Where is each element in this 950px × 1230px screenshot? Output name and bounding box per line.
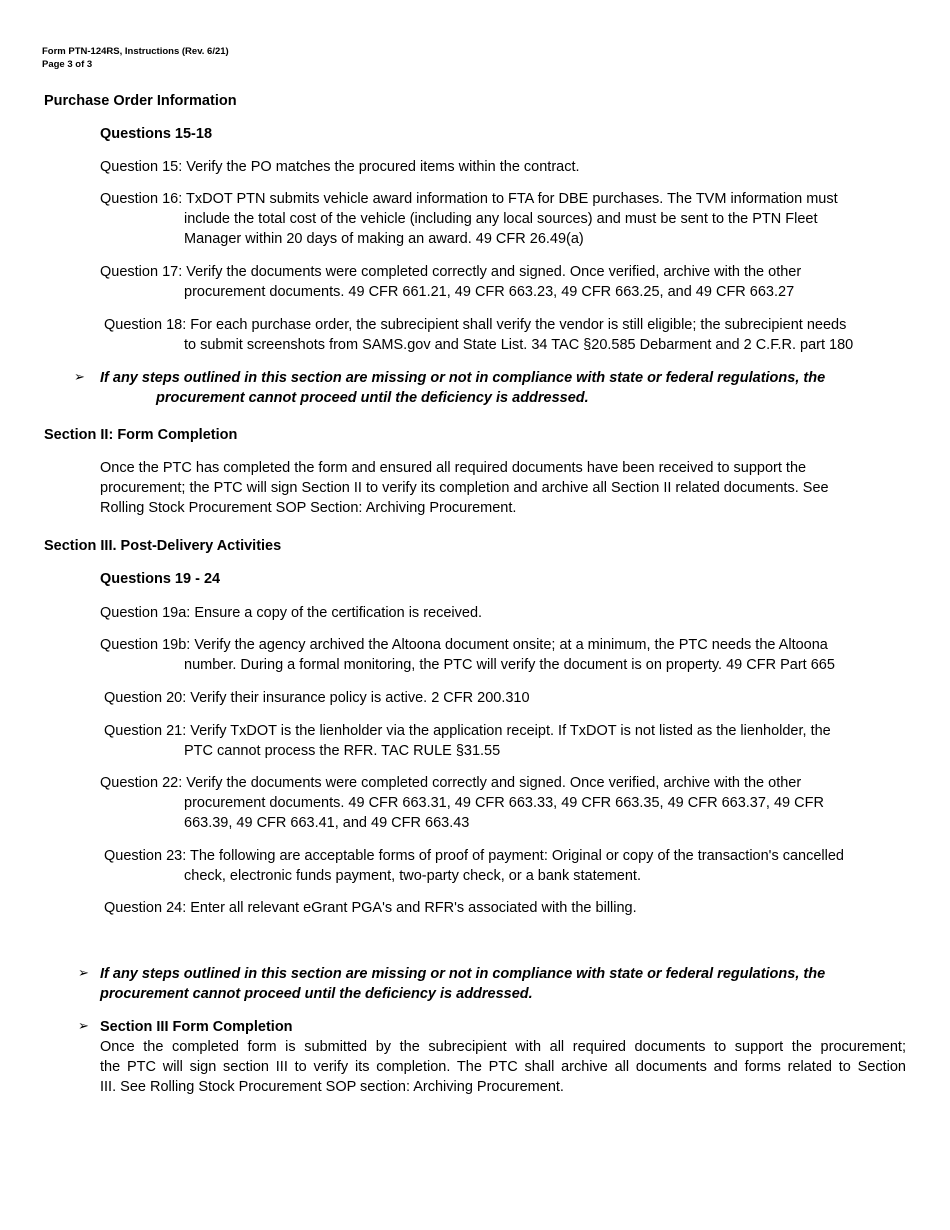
question-text: Question 18: For each purchase order, the subrecipient shall verify the vendor is still eligible; the subrecipient needs <box>104 317 847 333</box>
subheading-questions-19-24: Questions 19 - 24 <box>100 571 221 587</box>
arrow-bullet-icon: ➢ <box>74 369 85 384</box>
question-21 <box>104 721 924 761</box>
question-text-cont: include the total cost of the vehicle (including any local sources) and must be sent to the PTN Fleet <box>184 211 818 227</box>
form-number: Form PTN-124RS, Instructions (Rev. 6/21) <box>42 46 229 57</box>
question-text-cont: to submit screenshots from SAMS.gov and State List. 34 TAC §20.585 Debarment and 2 C.F.R. part 180 <box>184 337 854 353</box>
question-text-cont: procurement documents. 49 CFR 663.31, 49 CFR 663.33, 49 CFR 663.35, 49 CFR 663.37, 49 CFR <box>184 795 824 811</box>
question-text-cont: Manager within 20 days of making an award. 49 CFR 26.49(a) <box>184 231 584 247</box>
question-16 <box>100 189 920 249</box>
question-17 <box>100 262 920 302</box>
question-text-cont: number. During a formal monitoring, the PTC will verify the document is on property. 49 CFR Part 665 <box>184 657 835 673</box>
question-19a <box>100 603 482 623</box>
question-text: Question 15: Verify the PO matches the procured items within the contract. <box>100 159 580 175</box>
paragraph-line: procurement; the PTC will sign Section II to verify its completion and archive all Section II related documents. See <box>100 480 829 496</box>
question-text: Question 19a: Ensure a copy of the certification is received. <box>100 605 483 621</box>
warning-text: If any steps outlined in this section are missing or not in compliance with state or federal regulations, the <box>100 370 826 386</box>
paragraph-line: Once the completed form is submitted by the subrecipient with all required documents to support the procurement; <box>100 1039 906 1055</box>
question-text: Question 20: Verify their insurance policy is active. 2 CFR 200.310 <box>104 690 530 706</box>
question-text-cont: 663.39, 49 CFR 663.41, and 49 CFR 663.43 <box>184 815 470 831</box>
question-18 <box>104 315 924 355</box>
question-text: Question 24: Enter all relevant eGrant PGA's and RFR's associated with the billing. <box>104 900 637 916</box>
warning-text: If any steps outlined in this section are missing or not in compliance with state or federal regulations, the <box>100 966 826 982</box>
page-number: Page 3 of 3 <box>42 59 93 70</box>
arrow-bullet-icon: ➢ <box>78 1018 89 1033</box>
question-text: Question 21: Verify TxDOT is the lienholder via the application receipt. If TxDOT is not listed as the lienholder, the <box>104 723 831 739</box>
compliance-warning-2 <box>100 964 920 1004</box>
question-text: Question 22: Verify the documents were completed correctly and signed. Once verified, archive with the other <box>100 775 802 791</box>
question-text: Question 16: TxDOT PTN submits vehicle award information to FTA for DBE purchases. The TVM information must <box>100 191 838 207</box>
question-text: Question 17: Verify the documents were completed correctly and signed. Once verified, archive with the other <box>100 264 802 280</box>
question-23 <box>104 846 924 886</box>
question-15 <box>100 157 580 177</box>
question-text: Question 19b: Verify the agency archived the Altoona document onsite; at a minimum, the PTC needs the Altoona <box>100 637 828 653</box>
warning-text-cont: procurement cannot proceed until the deficiency is addressed. <box>156 390 589 406</box>
paragraph-line: the PTC will sign section III to verify its completion. The PTC shall archive all documents and forms related to Section <box>100 1059 906 1075</box>
question-text-cont: procurement documents. 49 CFR 661.21, 49 CFR 663.23, 49 CFR 663.25, and 49 CFR 663.27 <box>184 284 795 300</box>
paragraph-line: III. See Rolling Stock Procurement SOP section: Archiving Procurement. <box>100 1079 564 1095</box>
arrow-bullet-icon: ➢ <box>78 965 89 980</box>
section-title-purchase-order: Purchase Order Information <box>44 93 237 109</box>
section-title-form-completion: Section II: Form Completion <box>44 427 238 443</box>
question-text-cont: check, electronic funds payment, two-party check, or a bank statement. <box>184 868 641 884</box>
warning-text-cont: procurement cannot proceed until the deficiency is addressed. <box>100 986 533 1002</box>
section-iii-form-completion <box>100 1017 906 1097</box>
paragraph-line: Rolling Stock Procurement SOP Section: Archiving Procurement. <box>100 500 517 516</box>
section-ii-paragraph <box>100 458 920 518</box>
question-22 <box>100 773 920 833</box>
form-completion-title: Section III Form Completion <box>100 1019 293 1035</box>
section-title-post-delivery: Section III. Post-Delivery Activities <box>44 538 282 554</box>
form-header <box>42 45 229 71</box>
subheading-questions-15-18: Questions 15-18 <box>100 126 213 142</box>
question-text: Question 23: The following are acceptable forms of proof of payment: Original or copy of the transaction's cancelled <box>104 848 844 864</box>
question-20 <box>104 688 530 708</box>
compliance-warning-1 <box>100 368 920 408</box>
question-text-cont: PTC cannot process the RFR. TAC RULE §31.55 <box>184 743 501 759</box>
question-24 <box>104 898 637 918</box>
paragraph-line: Once the PTC has completed the form and ensured all required documents have been received to support the <box>100 460 807 476</box>
question-19b <box>100 635 920 675</box>
form-completion-paragraph <box>100 1037 906 1097</box>
